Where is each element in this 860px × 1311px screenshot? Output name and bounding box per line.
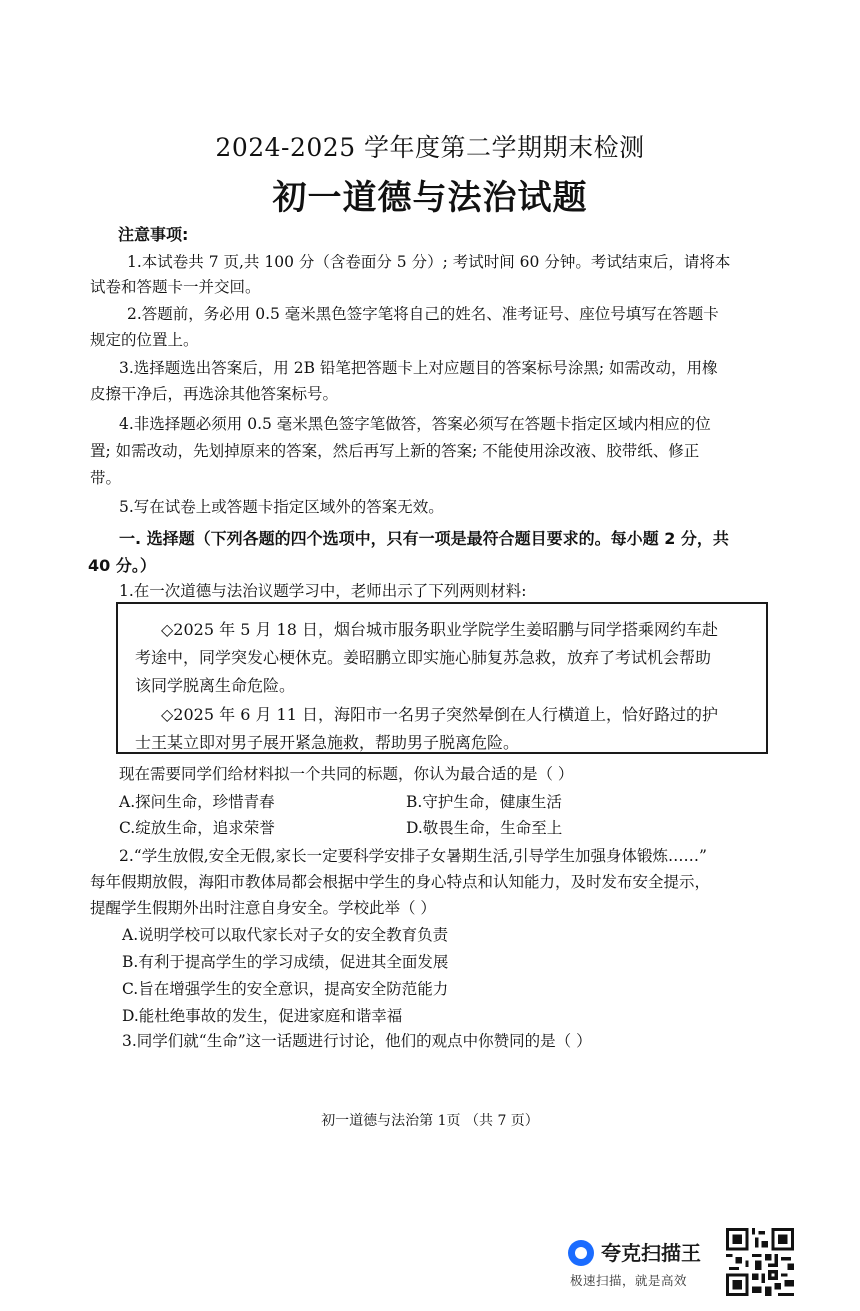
notice-line: 置; 如需改动，先划掉原来的答案，然后再写上新的答案; 不能使用涂改液、胶带纸、修正 [90,442,700,460]
quark-logo-icon [568,1240,594,1266]
notice-line: 1.本试卷共 7 页,共 100 分（含卷面分 5 分）; 考试时间 60 分钟。考试结束后，请将本 [127,253,731,271]
question-1-stem: 1.在一次道德与法治议题学习中，老师出示了下列两则材料: [119,582,527,600]
q1-option-d: D.敬畏生命，生命至上 [406,819,563,837]
material-line: ◇2025 年 5 月 18 日，烟台城市服务职业学院学生姜昭鹏与同学搭乘网约车赴 [161,620,718,639]
subject-title: 初一道德与法治试题 [272,178,588,218]
question-1-prompt: 现在需要同学们给材料拟一个共同的标题，你认为最合适的是（ ） [119,765,574,783]
q2-option-c: C.旨在增强学生的安全意识，提高安全防范能力 [122,980,449,998]
notice-line: 带。 [90,469,122,487]
q2-option-a: A.说明学校可以取代家长对子女的安全教育负责 [122,926,449,944]
q1-option-b: B.守护生命，健康生活 [406,793,562,811]
qr-code-icon [726,1228,794,1296]
exam-title: 2024-2025 学年度第二学期期末检测 [215,133,645,162]
q2-option-b: B.有利于提高学生的学习成绩，促进其全面发展 [122,953,449,971]
notice-line: 5.写在试卷上或答题卡指定区域外的答案无效。 [119,498,444,516]
notice-line: 试卷和答题卡一并交回。 [90,278,261,296]
q1-option-c: C.绽放生命，追求荣誉 [119,819,275,837]
material-box [116,602,768,754]
scanner-watermark [568,1237,718,1299]
question-2-line: 每年假期放假，海阳市教体局都会根据中学生的身心特点和认知能力，及时发布安全提示， [90,873,711,891]
notice-line: 皮擦干净后，再选涂其他答案标号。 [90,385,339,403]
notice-line: 4.非选择题必须用 0.5 毫米黑色签字笔做答，答案必须写在答题卡指定区域内相应的位 [119,415,711,433]
notice-line: 2.答题前，务必用 0.5 毫米黑色签字笔将自己的姓名、准考证号、座位号填写在答题卡 [127,305,719,323]
material-line: ◇2025 年 6 月 11 日，海阳市一名男子突然晕倒在人行横道上，恰好路过的护 [161,705,718,724]
question-3-stem: 3.同学们就“生命”这一话题进行讨论，他们的观点中你赞同的是（ ） [122,1032,592,1050]
notice-line: 3.选择题选出答案后，用 2B 铅笔把答题卡上对应题目的答案标号涂黑; 如需改动，用橡 [119,359,718,377]
page-footer: 初一道德与法治第 1页 （共 7 页） [321,1113,539,1129]
question-2-line: 提醒学生假期外出时注意自身安全。学校此举（ ） [90,899,436,917]
q1-option-a: A.探问生命，珍惜青春 [119,793,275,811]
notice-line: 规定的位置上。 [90,331,199,349]
section-heading-cont: 40 分。） [88,556,156,575]
notice-heading: 注意事项: [118,225,189,244]
material-line: 该同学脱离生命危险。 [135,676,296,695]
watermark-tagline: 极速扫描，就是高效 [570,1273,688,1288]
material-line: 士王某立即对男子展开紧急施救，帮助男子脱离危险。 [135,733,520,752]
q2-option-d: D.能杜绝事故的发生，促进家庭和谐幸福 [122,1007,403,1025]
watermark-brand: 夸克扫描王 [601,1241,701,1265]
material-line: 考途中，同学突发心梗休克。姜昭鹏立即实施心肺复苏急救，放弃了考试机会帮助 [135,648,712,667]
section-heading: 一. 选择题（下列各题的四个选项中，只有一项是最符合题目要求的。每小题 2 分，共 [119,529,729,548]
question-2-line: 2.“学生放假,安全无假,家长一定要科学安排子女暑期生活,引导学生加强身体锻炼……” [119,847,707,865]
